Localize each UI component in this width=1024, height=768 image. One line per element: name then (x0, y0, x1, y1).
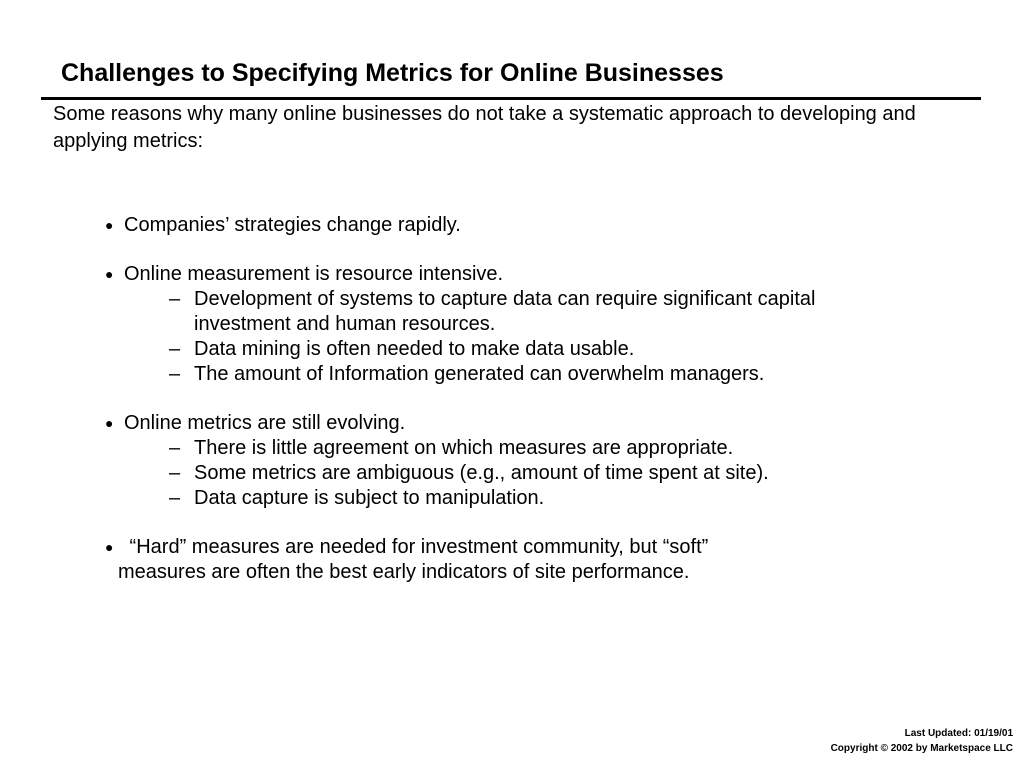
dash-icon: – (169, 363, 181, 385)
sub-bullet-text: Development of systems to capture data can require significant capital investment and human resources. (194, 288, 816, 335)
dash-icon: – (169, 437, 181, 459)
dash-icon: – (169, 288, 181, 310)
sub-bullet-text: Data capture is subject to manipulation. (194, 487, 545, 509)
bullet-list (105, 213, 965, 609)
bullet-dot-icon: ● (105, 266, 114, 282)
sub-bullet-text: There is little agreement on which measures are appropriate. (194, 437, 734, 459)
sub-bullet-item (124, 436, 965, 461)
sub-bullet-item (124, 461, 965, 486)
sub-bullet-item (124, 287, 965, 337)
bullet-dot-icon: ● (105, 415, 114, 431)
dash-icon: – (169, 462, 181, 484)
sub-bullet-text: The amount of Information generated can overwhelm managers. (194, 363, 765, 385)
bullet-text: Online metrics are still evolving. (124, 412, 406, 434)
sub-bullet-text: Some metrics are ambiguous (e.g., amount of time spent at site). (194, 462, 769, 484)
last-updated-text: Last Updated: 01/19/01 (904, 728, 1013, 739)
bullet-text-line1: “Hard” measures are needed for investment community, but “soft” (124, 536, 709, 558)
bullet-item (105, 262, 965, 387)
sub-bullet-item (124, 486, 965, 511)
copyright-text: Copyright © 2002 by Marketspace LLC (830, 743, 1013, 754)
title-divider (41, 97, 981, 100)
bullet-text: Companies’ strategies change rapidly. (124, 214, 461, 236)
dash-icon: – (169, 487, 181, 509)
dash-icon: – (169, 338, 181, 360)
bullet-dot-icon: ● (105, 217, 114, 233)
bullet-text-line2: measures are often the best early indicators of site performance. (118, 561, 690, 583)
sub-bullet-item (124, 337, 965, 362)
bullet-item (105, 411, 965, 511)
sub-bullet-item (124, 362, 965, 387)
sub-bullet-text: Data mining is often needed to make data usable. (194, 338, 635, 360)
bullet-item (105, 535, 965, 585)
bullet-item (105, 213, 965, 238)
bullet-text: Online measurement is resource intensive. (124, 263, 504, 285)
sub-bullet-list (124, 287, 965, 387)
slide-title: Challenges to Specifying Metrics for Online Businesses (61, 59, 724, 87)
intro-text: Some reasons why many online businesses do not take a systematic approach to developing and applying metrics: (53, 103, 916, 152)
sub-bullet-list (124, 436, 965, 511)
bullet-dot-icon: ● (105, 539, 114, 555)
footer (831, 726, 1013, 756)
